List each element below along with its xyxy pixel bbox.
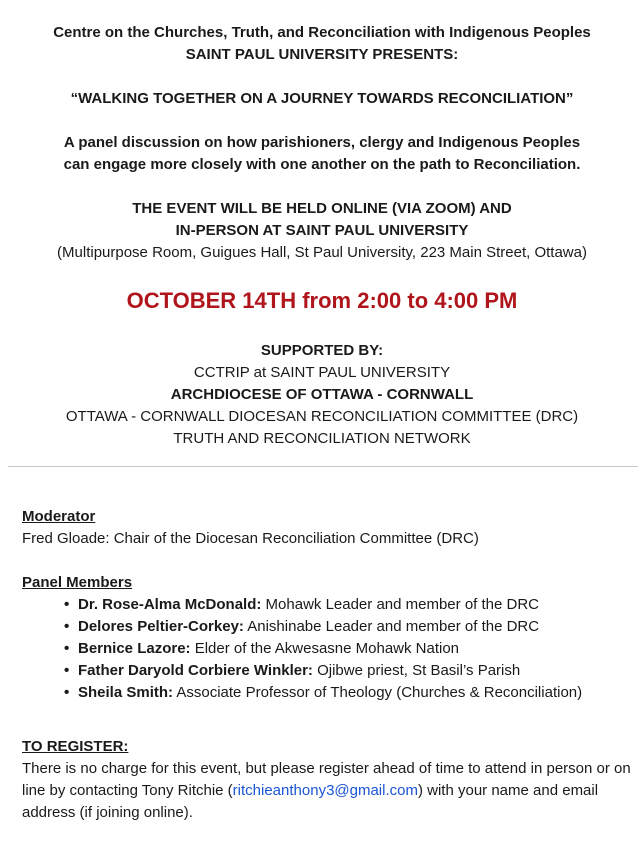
moderator-text: Fred Gloade: Chair of the Diocesan Reconciliation Committee (DRC) <box>22 530 479 547</box>
panel-member <box>78 682 632 704</box>
moderator-section <box>22 506 632 550</box>
member-name: Father Daryold Corbiere Winkler: <box>78 662 313 679</box>
event-title: “WALKING TOGETHER ON A JOURNEY TOWARDS RECONCILIATION” <box>70 90 574 107</box>
venue-line-1: THE EVENT WILL BE HELD ONLINE (VIA ZOOM) AND <box>132 200 512 217</box>
member-role: Anishinabe Leader and member of the DRC <box>243 618 540 635</box>
member-role: Elder of the Akwesasne Mohawk Nation <box>190 640 460 657</box>
panel-list <box>22 594 632 704</box>
member-name: Dr. Rose-Alma McDonald: <box>78 596 262 613</box>
member-role: Mohawk Leader and member of the DRC <box>261 596 540 613</box>
supporter-item: OTTAWA - CORNWALL DIOCESAN RECONCILIATION COMMITTEE (DRC) <box>65 408 579 425</box>
supporters-section <box>0 340 644 450</box>
member-role: Associate Professor of Theology (Churches & Reconciliation) <box>173 684 583 701</box>
panel-member <box>78 616 632 638</box>
member-name: Delores Peltier-Corkey: <box>78 618 244 635</box>
panel-member <box>78 660 632 682</box>
venue-line-2: IN-PERSON AT SAINT PAUL UNIVERSITY <box>175 222 469 239</box>
event-description <box>0 132 644 176</box>
presenter-line: SAINT PAUL UNIVERSITY PRESENTS: <box>185 46 459 63</box>
member-name: Sheila Smith: <box>78 684 174 701</box>
panel-member <box>78 594 632 616</box>
supporter-item: ARCHDIOCESE OF OTTAWA - CORNWALL <box>170 386 474 403</box>
organizer-name: Centre on the Churches, Truth, and Reconciliation with Indigenous Peoples <box>53 24 591 41</box>
member-name: Bernice Lazore: <box>78 640 191 657</box>
supporter-item: CCTRIP at SAINT PAUL UNIVERSITY <box>193 364 451 381</box>
register-text <box>22 758 632 824</box>
member-role: Ojibwe priest, St Basil’s Parish <box>312 662 521 679</box>
panel-section <box>22 572 632 704</box>
panel-member <box>78 638 632 660</box>
organizer-header <box>0 22 644 66</box>
divider <box>8 466 638 467</box>
venue-address: (Multipurpose Room, Guigues Hall, St Paul University, 223 Main Street, Ottawa) <box>57 244 587 261</box>
moderator-heading: Moderator <box>22 508 96 525</box>
venue-info <box>0 198 644 264</box>
register-heading: TO REGISTER: <box>22 738 129 755</box>
description-line-1: A panel discussion on how parishioners, clergy and Indigenous Peoples <box>63 134 581 151</box>
panel-heading: Panel Members <box>22 574 133 591</box>
description-line-2: can engage more closely with one another on the path to Reconciliation. <box>63 156 581 173</box>
email-link[interactable]: ritchieanthony3@gmail.com <box>232 782 418 799</box>
event-date: OCTOBER 14TH from 2:00 to 4:00 PM <box>126 288 518 313</box>
register-text-before: There is no charge for this event, but please register ahead of time to attend in person or on line by contacting Tony Ritchie ( <box>22 760 631 799</box>
supporters-heading: SUPPORTED BY: <box>260 342 384 359</box>
register-section <box>22 736 632 824</box>
supporter-item: TRUTH AND RECONCILIATION NETWORK <box>173 430 471 447</box>
register-text-after: ) with your name and email address (if joining online). <box>22 782 599 821</box>
